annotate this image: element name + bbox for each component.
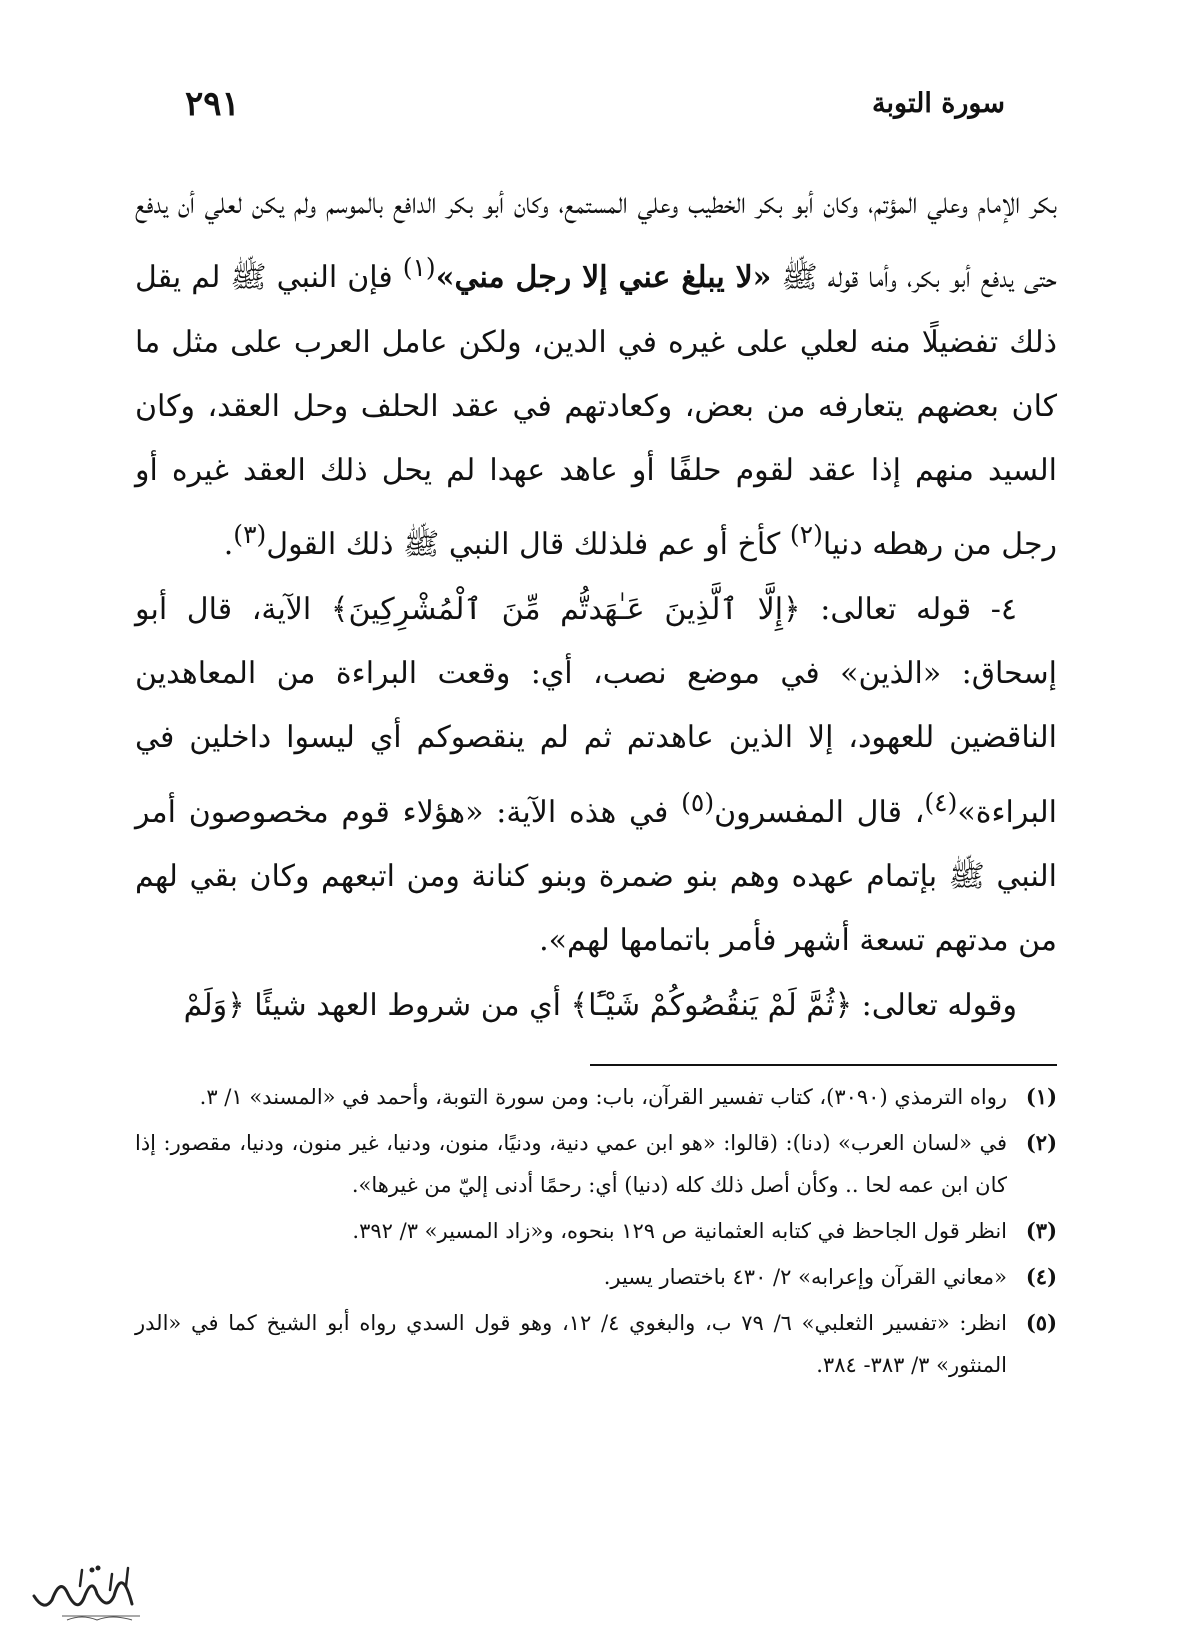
footnote-number: (١) [1025, 1084, 1057, 1109]
footnote-number: (٥) [1025, 1310, 1057, 1335]
p1-end: . [223, 527, 234, 563]
footnote-separator [590, 1064, 1057, 1066]
paragraph-1 [135, 172, 1057, 578]
surah-title: سورة التوبة [872, 88, 1005, 119]
main-text [135, 172, 1057, 1038]
p1-text-b: فإن النبي ﷺ لم يقل ذلك تفضيلًا منه لعلي على غيره في الدين، ولكن عامل العرب على مثل ما كان بعضهم يتعارفه من بعض، وكعادتهم في عقد الحلف وحل العقد، وكان السيد منهم إذا عقد لقوم حلفًا أو عاهد عهدا لم يحل ذلك العقد غيره أو رجل من رهطه دنيا [135, 260, 1057, 563]
paragraph-3: وقوله تعالى: ﴿ثُمَّ لَمْ يَنقُصُوكُمْ شَيْـًٔا﴾ أي من شروط العهد شيئًا ﴿وَلَمْ [183, 987, 1017, 1023]
watermark-icon [22, 1556, 147, 1626]
footnote-ref-5: (٥) [681, 787, 715, 817]
footnotes [135, 1076, 1057, 1390]
page-header [185, 82, 1005, 132]
footnote-number: (٣) [1025, 1218, 1057, 1243]
footnote-number: (٤) [1025, 1264, 1057, 1289]
footnote-text: رواه الترمذي (٣٠٩٠)، كتاب تفسير القرآن، باب: ومن سورة التوبة، وأحمد في «المسند» ١/ ٣. [199, 1085, 1007, 1109]
footnote-text: انظر قول الجاحظ في كتابه العثمانية ص ١٢٩ بنحوه، و«زاد المسير» ٣/ ٣٩٢. [352, 1219, 1007, 1243]
footnote-2 [135, 1122, 1057, 1206]
p1-text-a: بكر الإمام وعلي المؤتم، وكان أبو بكر الخطيب وعلي المستمع، وكان أبو بكر الدافع بالموسم ولم يكن لعلي أن يدفع حتى يدفع أبو بكر، وأما قوله ﷺ [135, 186, 1057, 296]
paragraph-2 [135, 578, 1057, 974]
footnote-ref-1: (١) [402, 253, 436, 283]
footnote-ref-3: (٣) [233, 520, 267, 550]
footnote-1 [135, 1076, 1057, 1118]
footnote-text: انظر: «تفسير الثعلبي» ٦/ ٧٩ ب، والبغوي ٤/ ١٢، وهو قول السدي رواه أبو الشيخ كما في «الدر المنثور» ٣/ ٣٨٣- ٣٨٤. [135, 1311, 1007, 1377]
library-watermark-logo [22, 1556, 147, 1626]
footnote-ref-2: (٢) [789, 520, 823, 550]
p1-text-c: كأخ أو عم فلذلك قال النبي ﷺ ذلك القول [266, 527, 790, 563]
footnote-ref-4: (٤) [924, 787, 958, 817]
footnote-text: في «لسان العرب» (دنا): (قالوا: «هو ابن عمي دنية، ودنيًا، منون، ودنيا، غير منون، ودنيا، مقصور: إذا كان ابن عمه لحا .. وكأن أصل ذلك كله (دنيا) أي: رحمًا أدنى إليّ من غيرها». [135, 1131, 1007, 1197]
footnote-number: (٢) [1025, 1130, 1057, 1155]
p2-text-c: في هذه الآية: «هؤلاء قوم مخصوصون أمر النبي ﷺ بإتمام عهده وهم بنو ضمرة وبنو كنانة ومن اتبعهم وكان بقي لهم من مدتهم تسعة أشهر فأمر باتمامها لهم». [135, 794, 1058, 959]
footnote-4 [135, 1256, 1057, 1298]
footnote-5 [135, 1302, 1057, 1386]
footnote-text: «معاني القرآن وإعرابه» ٢/ ٤٣٠ باختصار يسير. [603, 1265, 1007, 1289]
page-number: ٢٩١ [185, 84, 240, 124]
footnote-3 [135, 1210, 1057, 1252]
p2-text-b: ، قال المفسرون [714, 794, 925, 830]
hadith-quote: «لا يبلغ عني إلا رجل مني» [435, 260, 772, 296]
p2-text-a: ٤- قوله تعالى: ﴿إِلَّا ٱلَّذِينَ عَـٰهَدتُّم مِّنَ ٱلْمُشْرِكِينَ﴾ الآية، قال أبو إسحاق: «الذين» في موضع نصب، أي: وقعت البراءة من المعاهدين الناقضين للعهود، إلا الذين عاهدتم ثم لم ينقصوكم أي ليسوا داخلين في البراءة» [135, 591, 1057, 830]
